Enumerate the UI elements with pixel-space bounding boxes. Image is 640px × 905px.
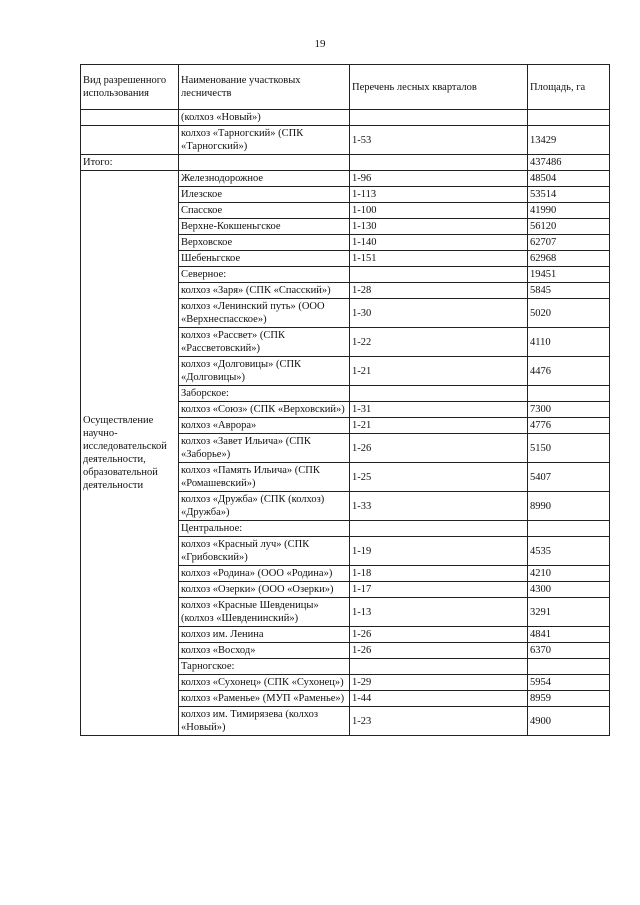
- area-cell: 3291: [528, 598, 610, 627]
- district-name-cell: Спасское: [179, 203, 350, 219]
- quarters-cell: 1-53: [350, 126, 528, 155]
- district-name-cell: Северное:: [179, 267, 350, 283]
- quarters-cell: [350, 386, 528, 402]
- area-cell: 4900: [528, 707, 610, 736]
- district-name-cell: колхоз им. Тимирязева (колхоз «Новый»): [179, 707, 350, 736]
- area-cell: 4776: [528, 418, 610, 434]
- page-number: 19: [314, 38, 326, 50]
- quarters-cell: 1-21: [350, 418, 528, 434]
- area-cell: 41990: [528, 203, 610, 219]
- district-name-cell: [179, 155, 350, 171]
- quarters-cell: 1-96: [350, 171, 528, 187]
- header-quarters: Перечень лесных кварталов: [350, 65, 528, 110]
- district-name-cell: колхоз «Раменье» (МУП «Раменье»): [179, 691, 350, 707]
- quarters-cell: 1-151: [350, 251, 528, 267]
- area-cell: 4300: [528, 582, 610, 598]
- quarters-cell: [350, 521, 528, 537]
- area-cell: 5407: [528, 463, 610, 492]
- table-row: [81, 126, 610, 155]
- quarters-cell: 1-30: [350, 299, 528, 328]
- quarters-cell: 1-19: [350, 537, 528, 566]
- area-cell: [528, 386, 610, 402]
- area-cell: 19451: [528, 267, 610, 283]
- district-name-cell: Центральное:: [179, 521, 350, 537]
- quarters-cell: 1-18: [350, 566, 528, 582]
- area-cell: 4535: [528, 537, 610, 566]
- district-name-cell: колхоз «Завет Ильича» (СПК «Заборье»): [179, 434, 350, 463]
- district-name-cell: Верхне-Кокшеньгское: [179, 219, 350, 235]
- district-name-cell: колхоз «Память Ильича» (СПК «Ромашевский»): [179, 463, 350, 492]
- quarters-cell: 1-13: [350, 598, 528, 627]
- area-cell: [528, 521, 610, 537]
- area-cell: [528, 659, 610, 675]
- forest-use-table: [80, 64, 610, 736]
- quarters-cell: 1-130: [350, 219, 528, 235]
- area-cell: 5150: [528, 434, 610, 463]
- quarters-cell: 1-26: [350, 434, 528, 463]
- district-name-cell: Верховское: [179, 235, 350, 251]
- area-cell: 53514: [528, 187, 610, 203]
- district-name-cell: Тарногское:: [179, 659, 350, 675]
- district-name-cell: колхоз «Дружба» (СПК (колхоз) «Дружба»): [179, 492, 350, 521]
- category-cell: [81, 110, 179, 126]
- area-cell: 5845: [528, 283, 610, 299]
- header-use-type: Вид разрешенного использования: [81, 65, 179, 110]
- district-name-cell: колхоз «Родина» (ООО «Родина»): [179, 566, 350, 582]
- category-cell: Осуществление научно-исследовательской деятельности, образовательной деятельности: [81, 171, 179, 736]
- district-name-cell: Шебеньгское: [179, 251, 350, 267]
- district-name-cell: колхоз им. Ленина: [179, 627, 350, 643]
- quarters-cell: 1-26: [350, 643, 528, 659]
- quarters-cell: 1-22: [350, 328, 528, 357]
- district-name-cell: колхоз «Аврора»: [179, 418, 350, 434]
- area-cell: 5954: [528, 675, 610, 691]
- quarters-cell: 1-28: [350, 283, 528, 299]
- district-name-cell: колхоз «Озерки» (ООО «Озерки»): [179, 582, 350, 598]
- area-cell: 8959: [528, 691, 610, 707]
- quarters-cell: 1-23: [350, 707, 528, 736]
- area-cell: 4210: [528, 566, 610, 582]
- district-name-cell: Заборское:: [179, 386, 350, 402]
- quarters-cell: 1-29: [350, 675, 528, 691]
- area-cell: 7300: [528, 402, 610, 418]
- district-name-cell: (колхоз «Новый»): [179, 110, 350, 126]
- quarters-cell: 1-44: [350, 691, 528, 707]
- area-cell: 13429: [528, 126, 610, 155]
- district-name-cell: колхоз «Красный луч» (СПК «Грибовский»): [179, 537, 350, 566]
- quarters-cell: 1-17: [350, 582, 528, 598]
- area-cell: 8990: [528, 492, 610, 521]
- district-name-cell: колхоз «Долговицы» (СПК «Долговицы»): [179, 357, 350, 386]
- category-cell: [81, 126, 179, 155]
- area-cell: 48504: [528, 171, 610, 187]
- area-cell: [528, 110, 610, 126]
- quarters-cell: [350, 155, 528, 171]
- total-area: 437486: [528, 155, 610, 171]
- total-label: Итого:: [81, 155, 179, 171]
- area-cell: 56120: [528, 219, 610, 235]
- header-area: Площадь, га: [528, 65, 610, 110]
- quarters-cell: 1-113: [350, 187, 528, 203]
- table-row: [81, 110, 610, 126]
- quarters-cell: [350, 659, 528, 675]
- district-name-cell: колхоз «Сухонец» (СПК «Сухонец»): [179, 675, 350, 691]
- quarters-cell: 1-31: [350, 402, 528, 418]
- area-cell: 4476: [528, 357, 610, 386]
- district-name-cell: колхоз «Рассвет» (СПК «Рассветовский»): [179, 328, 350, 357]
- district-name-cell: колхоз «Заря» (СПК «Спасский»): [179, 283, 350, 299]
- quarters-cell: 1-25: [350, 463, 528, 492]
- area-cell: 4841: [528, 627, 610, 643]
- area-cell: 5020: [528, 299, 610, 328]
- quarters-cell: [350, 110, 528, 126]
- quarters-cell: 1-26: [350, 627, 528, 643]
- quarters-cell: [350, 267, 528, 283]
- area-cell: 6370: [528, 643, 610, 659]
- total-row: [81, 155, 610, 171]
- quarters-cell: 1-33: [350, 492, 528, 521]
- quarters-cell: 1-21: [350, 357, 528, 386]
- area-cell: 62707: [528, 235, 610, 251]
- district-name-cell: колхоз «Ленинский путь» (ООО «Верхнеспасское»): [179, 299, 350, 328]
- district-name-cell: Железнодорожное: [179, 171, 350, 187]
- table-body: [81, 110, 610, 736]
- district-name-cell: колхоз «Восход»: [179, 643, 350, 659]
- quarters-cell: 1-100: [350, 203, 528, 219]
- table-row: [81, 171, 610, 187]
- district-name-cell: колхоз «Союз» (СПК «Верховский»): [179, 402, 350, 418]
- quarters-cell: 1-140: [350, 235, 528, 251]
- area-cell: 62968: [528, 251, 610, 267]
- district-name-cell: Илезское: [179, 187, 350, 203]
- header-district-name: Наименование участковых лесничеств: [179, 65, 350, 110]
- area-cell: 4110: [528, 328, 610, 357]
- district-name-cell: колхоз «Красные Шевденицы» (колхоз «Шевденинский»): [179, 598, 350, 627]
- district-name-cell: колхоз «Тарногский» (СПК «Тарногский»): [179, 126, 350, 155]
- table-header-row: [81, 65, 610, 110]
